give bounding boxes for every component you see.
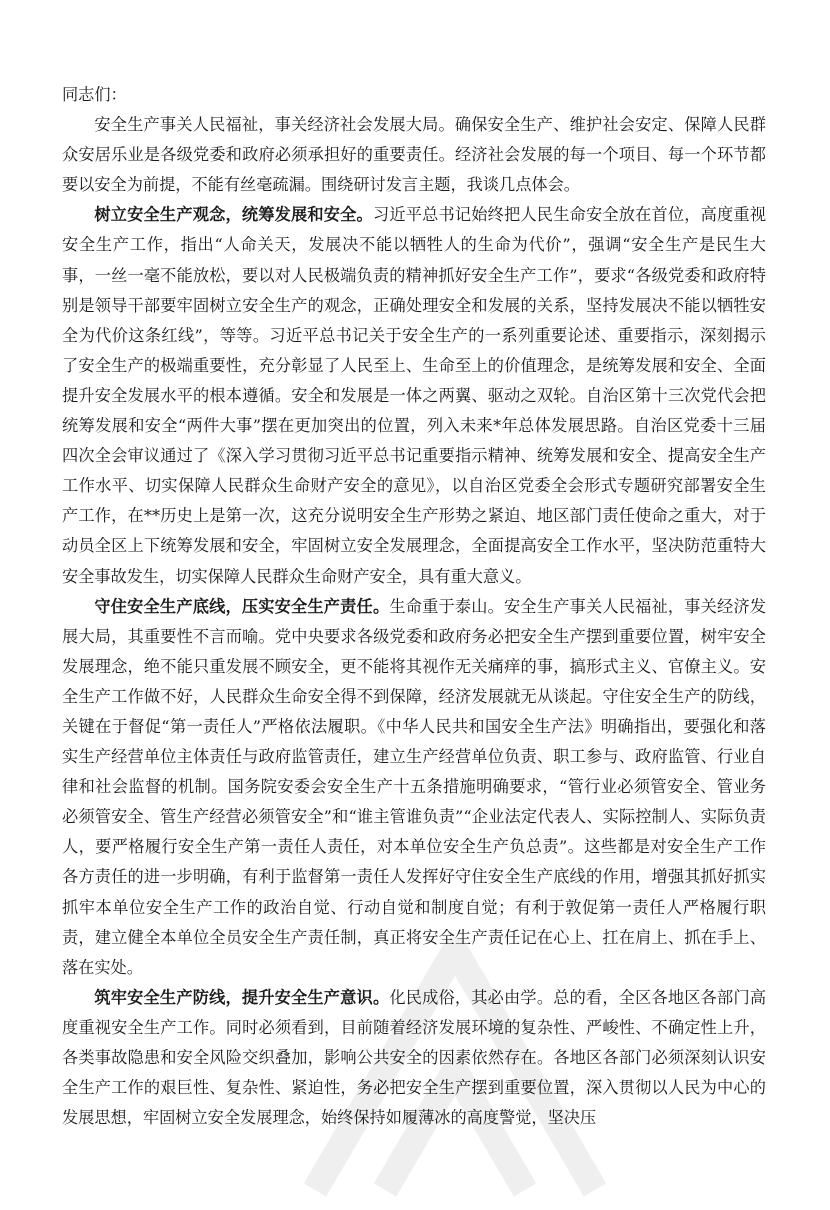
document-page <box>62 80 766 1133</box>
paragraph-intro <box>62 110 766 200</box>
section-3-text: 化民成俗，其必由学。总的看，全区各地区各部门高度重视安全生产工作。同时必须看到，目前随着经济发展环境的复杂性、严峻性、不确定性上升，各类事故隐患和安全风险交织叠加，影响公共安全的因素依然存在。各地区各部门必须深刻认识安全生产工作的艰巨性、复杂性、紧迫性，务必把安全生产摆到重要位置，深入贯彻以人民为中心的发展思想，牢固树立安全发展理念，始终保持如履薄冰的高度警觉，坚决压 <box>62 987 767 1128</box>
paragraph-section-1 <box>62 200 766 591</box>
section-1-heading: 树立安全生产观念，统筹发展和安全。 <box>94 205 373 225</box>
section-2-text: 生命重于泰山。安全生产事关人民福祉，事关经济发展大局，其重要性不言而喻。党中央要求各级党委和政府务必把安全生产摆到重要位置，树牢安全发展理念，绝不能只重发展不顾安全，更不能将其视作无关痛痒的事，搞形式主义、官僚主义。安全生产工作做不好，人民群众生命安全得不到保障，经济发展就无从谈起。守住安全生产的防线，关键在于督促“第一责任人”严格依法履职。《中华人民共和国安全生产法》明确指出，要强化和落实生产经营单位主体责任与政府监管责任，建立生产经营单位负责、职工参与、政府监管、行业自律和社会监督的机制。国务院安委会安全生产十五条措施明确要求，“管行业必须管安全、管业务必须管安全、管生产经营必须管安全”和“谁主管谁负责”“企业法定代表人、实际控制人、实际负责人，要严格履行安全生产第一责任人责任，对本单位安全生产负总责”。这些都是对安全生产工作各方责任的进一步明确，有利于监督第一责任人发挥好守住安全生产底线的作用，增强其抓好抓实抓牢本单位安全生产工作的政治自觉、行动自觉和制度自觉；有利于敦促第一责任人严格履行职责，建立健全本单位全员安全生产责任制，真正将安全生产责任记在心上、扛在肩上、抓在手上、落在实处。 <box>62 596 767 977</box>
section-1-text: 习近平总书记始终把人民生命安全放在首位，高度重视安全生产工作，指出“人命关天，发展决不能以牺牲人的生命为代价”，强调“安全生产是民生大事，一丝一毫不能放松，要以对人民极端负责的精神抓好安全生产工作”，要求“各级党委和政府特别是领导干部要牢固树立安全生产的观念，正确处理安全和发展的关系，坚持发展决不能以牺牲安全为代价这条红线”，等等。习近平总书记关于安全生产的一系列重要论述、重要指示，深刻揭示了安全生产的极端重要性，充分彰显了人民至上、生命至上的价值理念，是统筹发展和安全、全面提升安全发展水平的根本遵循。安全和发展是一体之两翼、驱动之双轮。自治区第十三次党代会把统筹发展和安全“两件大事”摆在更加突出的位置，列入未来*年总体发展思路。自治区党委十三届四次全会审议通过了《深入学习贯彻习近平总书记重要指示精神、统筹发展和安全、提高安全生产工作水平、切实保障人民群众生命财产安全的意见》，以自治区党委全会形式专题研究部署安全生产工作，在**历史上是第一次，这充分说明安全生产形势之紧迫、地区部门责任使命之重大，对于动员全区上下统筹发展和安全，牢固树立安全发展理念，全面提高安全工作水平，坚决防范重特大安全事故发生，切实保障人民群众生命财产安全，具有重大意义。 <box>62 205 767 586</box>
paragraph-section-3 <box>62 983 766 1133</box>
paragraph-intro-text: 安全生产事关人民福祉，事关经济社会发展大局。确保安全生产、维护社会安定、保障人民群众安居乐业是各级党委和政府必须承担好的重要责任。经济社会发展的每一个项目、每一个环节都要以安全为前提，不能有丝毫疏漏。围绕研讨发言主题，我谈几点体会。 <box>62 115 766 195</box>
paragraph-section-2 <box>62 592 766 983</box>
section-2-heading: 守住安全生产底线，压实安全生产责任。 <box>94 596 390 616</box>
section-3-heading: 筑牢安全生产防线，提升安全生产意识。 <box>94 987 390 1007</box>
greeting: 同志们： <box>62 85 127 104</box>
